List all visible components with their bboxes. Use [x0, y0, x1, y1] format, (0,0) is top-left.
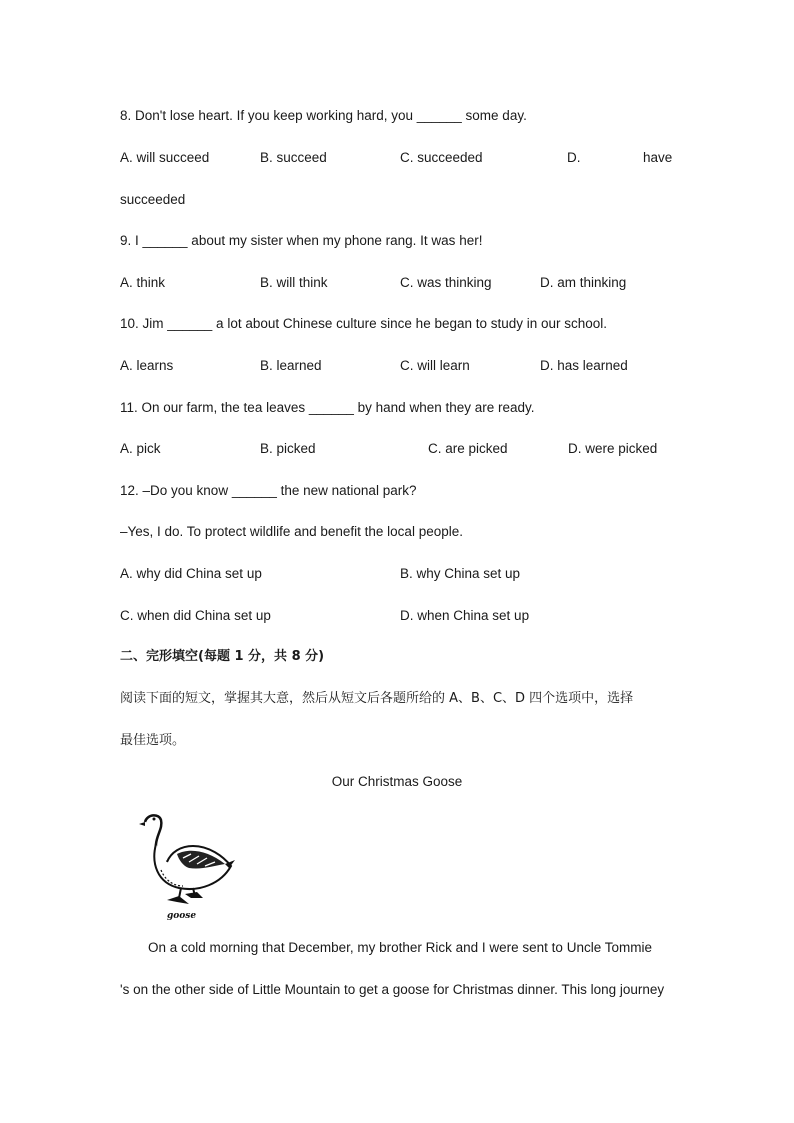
q8-option-b: B. succeed	[260, 150, 327, 165]
q9-option-d: D. am thinking	[540, 275, 627, 290]
q11-option-c: C. are picked	[428, 441, 508, 456]
q11-option-b: B. picked	[260, 441, 316, 456]
q12-option-d: D. when China set up	[400, 608, 530, 623]
question-9-stem: 9. I ______ about my sister when my phone rang. It was her!	[120, 233, 483, 248]
question-12-stem: 12. –Do you know ______ the new national park?	[120, 483, 417, 498]
goose-illustration	[137, 808, 237, 923]
q10-option-d: D. has learned	[540, 358, 628, 373]
q9-option-b: B. will think	[260, 275, 328, 290]
q8-option-d-text-cont: succeeded	[120, 192, 186, 207]
q12-option-a: A. why did China set up	[120, 566, 262, 581]
q8-option-c: C. succeeded	[400, 150, 483, 165]
question-12-reply: –Yes, I do. To protect wildlife and benefit the local people.	[120, 524, 463, 539]
q9-option-c: C. was thinking	[400, 275, 492, 290]
goose-icon	[137, 808, 237, 923]
q8-option-d-text: have	[643, 150, 673, 165]
q10-option-a: A. learns	[120, 358, 174, 373]
question-11-stem: 11. On our farm, the tea leaves ______ by hand when they are ready.	[120, 400, 535, 415]
goose-caption: goose	[167, 911, 197, 921]
q8-option-d-letter: D.	[567, 150, 581, 165]
q10-option-c: C. will learn	[400, 358, 470, 373]
q11-option-a: A. pick	[120, 441, 161, 456]
section-instruction-line-1: 阅读下面的短文，掌握其大意，然后从短文后各题所给的 A、B、C、D 四个选项中，选择	[120, 691, 634, 706]
passage-line-1: On a cold morning that December, my brother Rick and I were sent to Uncle Tommie	[148, 940, 652, 955]
section-heading: 二、完形填空(每题 1 分，共 8 分)	[120, 649, 325, 664]
q11-option-d: D. were picked	[568, 441, 658, 456]
q9-option-a: A. think	[120, 275, 166, 290]
question-8-stem: 8. Don't lose heart. If you keep working hard, you ______ some day.	[120, 108, 527, 123]
q8-option-a: A. will succeed	[120, 150, 210, 165]
section-instruction-line-2: 最佳选项。	[120, 733, 186, 748]
question-10-stem: 10. Jim ______ a lot about Chinese culture since he began to study in our school.	[120, 316, 608, 331]
passage-line-2: 's on the other side of Little Mountain to get a goose for Christmas dinner. This long journey	[120, 982, 665, 997]
q12-option-b: B. why China set up	[400, 566, 521, 581]
passage-title: Our Christmas Goose	[331, 774, 463, 789]
q10-option-b: B. learned	[260, 358, 322, 373]
q12-option-c: C. when did China set up	[120, 608, 271, 623]
